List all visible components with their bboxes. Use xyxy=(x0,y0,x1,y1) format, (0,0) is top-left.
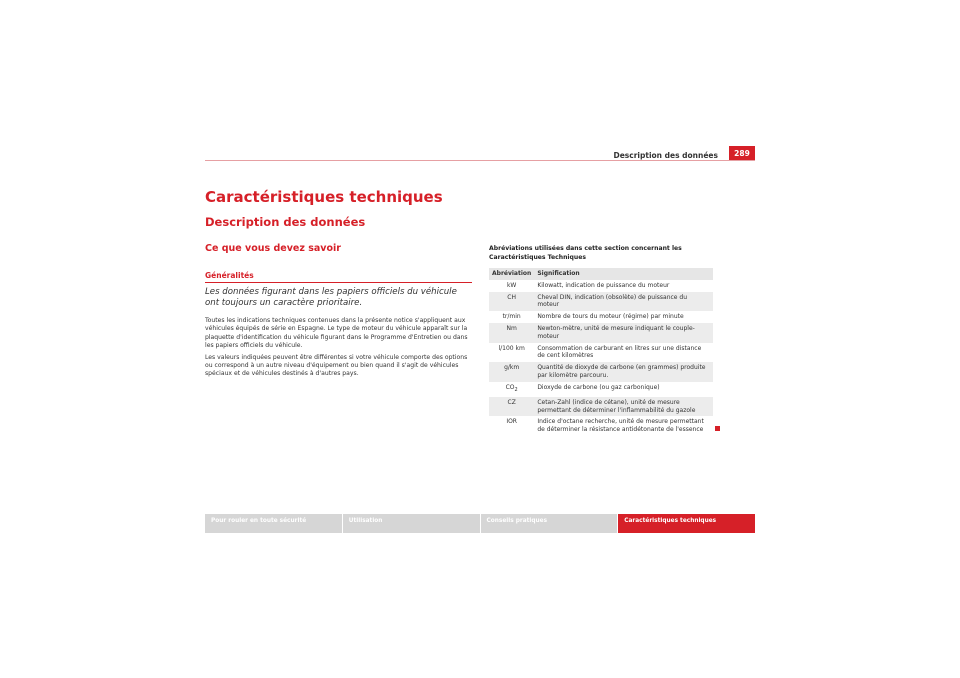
abbr-cell: l/100 km xyxy=(498,344,525,352)
abbr-main: CO xyxy=(505,383,515,391)
table-row xyxy=(489,397,713,417)
paragraph: Les valeurs indiquées peuvent être différentes si votre véhicule comporte des options ou correspond à un autre niveau d'équipement ou bien quand il s'agit de véhicules spéciaux et de véhicules destinés à d'autres pays. xyxy=(205,353,468,378)
meaning-cell: Quantité de dioxyde de carbone (en grammes) produite par kilomètre parcouru. xyxy=(534,362,713,382)
header-divider xyxy=(205,160,755,161)
abbr-cell xyxy=(489,382,534,397)
footer-tab-tips[interactable]: Conseils pratiques xyxy=(481,514,618,533)
abbr-cell: Nm xyxy=(489,323,534,343)
table-row xyxy=(489,416,713,436)
abbr-subscript: 2 xyxy=(514,386,518,393)
abbreviation-table xyxy=(489,268,713,436)
header-title: Description des données xyxy=(613,151,718,160)
meaning-cell: Newton-mètre, unité de mesure indiquant le couple-moteur xyxy=(534,323,713,343)
footer-tab-operation[interactable]: Utilisation xyxy=(343,514,480,533)
meaning-cell: Cetan-Zahl (indice de cétane), unité de mesure permettant de déterminer l'inflammabilité du gazole xyxy=(534,397,713,417)
footer-tab-technical-specs[interactable]: Caractéristiques techniques xyxy=(618,514,755,533)
meaning-cell: Consommation de carburant en litres sur une distance de cent kilomètres xyxy=(537,344,702,360)
section-end-marker xyxy=(715,426,720,431)
footer-tab-safety[interactable]: Pour rouler en toute sécurité xyxy=(205,514,342,533)
column-header: Signification xyxy=(534,268,713,280)
abbr-cell: IOR xyxy=(506,418,517,426)
meaning-cell: Indice d'octane recherche, unité de mesure permettant de déterminer la résistance antidétonante de l'essence xyxy=(537,418,704,434)
table-row xyxy=(489,382,713,397)
abbr-cell: g/km xyxy=(489,362,534,382)
meaning-cell: Kilowatt, indication de puissance du moteur xyxy=(537,281,670,289)
table-row xyxy=(489,311,713,323)
meaning-cell: Dioxyde de carbone (ou gaz carbonique) xyxy=(537,383,660,391)
section-heading: Ce que vous devez savoir xyxy=(205,243,341,254)
abbr-cell: kW xyxy=(506,281,517,289)
page-number: 289 xyxy=(729,146,755,161)
body-text xyxy=(205,317,473,382)
footer-nav xyxy=(205,514,755,533)
meaning-cell: Nombre de tours du moteur (régime) par minute xyxy=(537,313,684,321)
paragraph: Toutes les indications techniques contenues dans la présente notice s'appliquent aux véhicules équipés de série en Espagne. Le type de moteur du véhicule apparaît sur la plaquette d'identification du véhicule figurant dans le Programme d'Entretien ou dans les papiers officiels du véhicule. xyxy=(205,317,468,350)
subsection-divider xyxy=(205,282,472,283)
meaning-cell: Cheval DIN, indication (obsolète) de puissance du moteur xyxy=(534,292,713,312)
chapter-title: Caractéristiques techniques xyxy=(205,188,443,206)
table-row xyxy=(489,292,713,312)
lead-text: Les données figurant dans les papiers officiels du véhicule ont toujours un caractère prioritaire. xyxy=(205,287,457,308)
table-row xyxy=(489,362,713,382)
abbr-cell: CH xyxy=(489,292,534,312)
column-header: Abréviation xyxy=(489,268,534,280)
abbr-cell: tr/min xyxy=(502,313,521,321)
table-title: Abréviations utilisées dans cette section concernant les Caractéristiques Techniques xyxy=(489,245,682,261)
table-row xyxy=(489,343,713,363)
subsection-heading: Généralités xyxy=(205,271,254,280)
table-row xyxy=(489,323,713,343)
table-row xyxy=(489,280,713,292)
table-header-row xyxy=(489,268,713,280)
page-subtitle: Description des données xyxy=(205,215,366,229)
abbr-cell: CZ xyxy=(489,397,534,417)
